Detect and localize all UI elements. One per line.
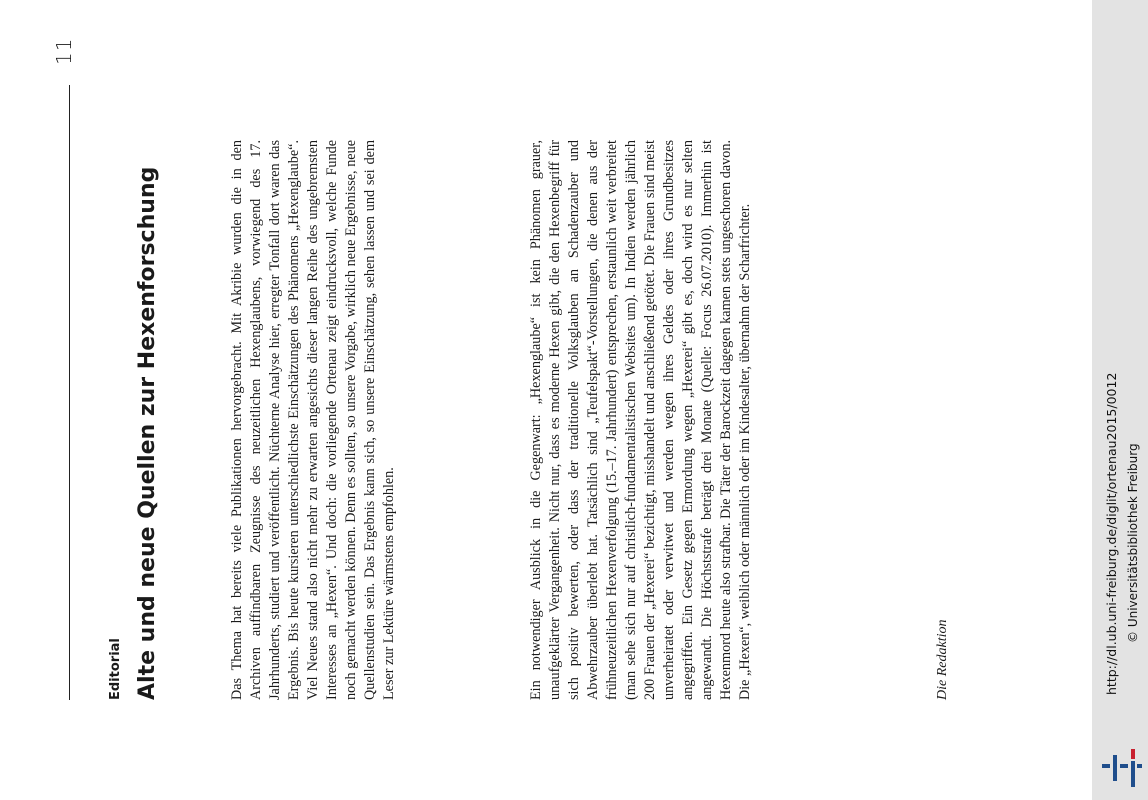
paragraph-text: Das Thema hat bereits viele Publikationen hervorgebracht. Mit Akribie wurden die in den Archiven auffindbaren Zeugnisse des neuzeitlichen Hexenglaubens, vorwiegend des 17. Jahrhunderts, studiert und veröffentlicht. Nüchterne Analyse hier, erregter Tonfall dort waren das Ergebnis. Bis heute kursieren unterschiedlichste Einschätzungen des Phänomens „Hexenglaube“. Viel Neues stand also nicht mehr zu erwarten angesichts dieser langen Reihe des ungebremsten Interesses an „Hexen“. Und doch: die vorliegende Ortenau zeigt eindrucksvoll, welche Funde noch gemacht werden können. Denn es sollten, so unsere Vorgabe, wirklich neue Ergebnisse, neue Quellenstudien sein. Das Ergebnis kann sich, so unsere Einschätzung, sehen lassen und sei dem Leser zur Lektüre wärmstens empfohlen. bbox=[229, 140, 397, 700]
ub-freiburg-logo-icon bbox=[1098, 745, 1144, 791]
section-label: Editorial bbox=[108, 638, 123, 700]
sidebar-text-block bbox=[1092, 0, 1148, 800]
library-sidebar bbox=[1092, 0, 1148, 800]
paragraph-2 bbox=[527, 140, 755, 700]
copyright-text: © Universitätsbibliothek Freiburg bbox=[1126, 443, 1140, 643]
signature: Die Redaktion bbox=[935, 619, 950, 700]
article-title: Alte und neue Quellen zur Hexenforschung bbox=[135, 166, 160, 700]
header-rule bbox=[69, 85, 70, 700]
page-number: 11 bbox=[52, 37, 76, 65]
paragraph-text: Ein notwendiger Ausblick in die Gegenwart: „Hexenglaube“ ist kein Phänomen grauer, unaufgeklärter Vergangenheit. Nicht nur, dass es moderne Hexen gibt, die den Hexenbegriff für sich positiv bewerten, oder dass der traditionelle Volksglauben an Schadenzauber und Abwehrzauber überlebt hat. Tatsächlich sind „Teufelspakt“-Vorstellungen, die denen aus der frühneuzeitlichen Hexenverfolgung (15.–17. Jahrhundert) entsprechen, erstaunlich weit verbreitet (man sehe sich nur auf christlich-fundamentalistischen Websites um). In Indien werden jährlich 200 Frauen der „Hexerei“ bezichtigt, misshandelt und anschließend getötet. Die Frauen sind meist unverheiratet oder verwitwet und werden wegen ihres Geldes oder ihres Grundbesitzes angegriffen. Ein Gesetz gegen Ermordung wegen „Hexerei“ gibt es, doch wird es nur selten angewandt. Die Höchststrafe beträgt drei Monate (Quelle: Focus 26.07.2010). Immerhin ist Hexenmord heute also strafbar. Die Täter der Barockzeit dagegen kamen stets ungeschoren davon. Die „Hexen“, weiblich oder männlich oder im Kindesalter, übernahm der Scharfrichter. bbox=[528, 140, 753, 700]
paragraph-1 bbox=[228, 140, 399, 700]
source-url-link[interactable]: http://dl.ub.uni-freiburg.de/diglit/ortenau2015/0012 bbox=[1104, 372, 1119, 695]
